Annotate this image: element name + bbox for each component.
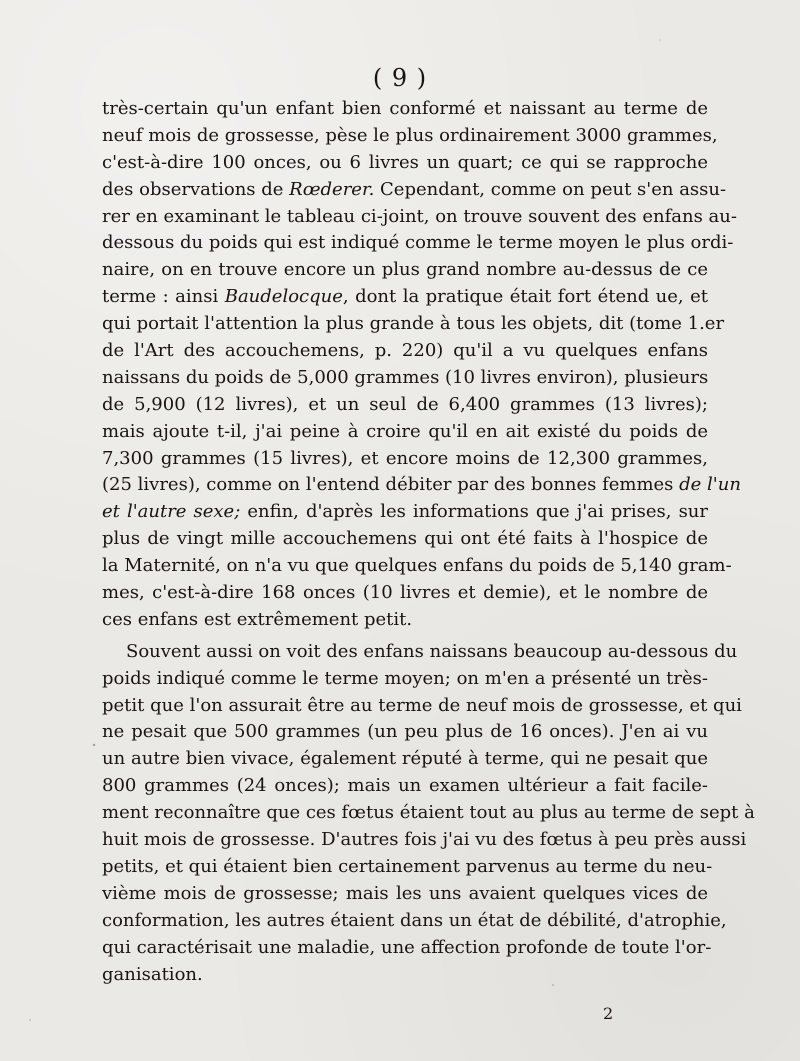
text-segment: (25 livres), comme on l'entend débiter par des bonnes femmes — [102, 474, 680, 496]
text-line: neuf mois de grossesse, pèse le plus ordinairement 3000 grammes, — [102, 124, 718, 146]
text-segment: des observations de — [102, 178, 290, 200]
text-line: ces enfans est extrêmement petit. — [102, 608, 413, 630]
author-name-baudelocque: Baudelocque — [224, 286, 343, 308]
paragraph-2 — [102, 639, 755, 989]
text-line: 800 grammes (24 onces); mais un examen ultérieur a fait facile- — [102, 775, 708, 797]
text-line: très-certain qu'un enfant bien conformé et naissant au terme de — [102, 98, 708, 119]
text-line: c'est-à-dire 100 onces, ou 6 livres un quart; ce qui se rapproche — [102, 151, 708, 173]
text-line — [102, 284, 708, 311]
text-segment: enfin, d'après les informations que j'ai prises, sur — [240, 501, 708, 523]
text-segment: terme : ainsi — [102, 286, 225, 308]
text-line: de 5,900 (12 livres), et un seul de 6,400 grammes (13 livres); — [102, 393, 708, 415]
text-line: plus de vingt mille accouchemens qui ont été faits à l'hospice de — [102, 528, 708, 550]
text-line — [102, 472, 741, 499]
text-line: de l'Art des accouchemens, p. 220) qu'il a vu quelques enfans — [102, 340, 708, 362]
author-name-roederer: Rœderer. — [289, 178, 375, 200]
text-line: dessous du poids qui est indiqué comme le terme moyen le plus ordi- — [102, 232, 734, 254]
text-line: naire, on en trouve encore un plus grand nombre au-dessus de ce — [102, 259, 708, 281]
paragraph-1 — [102, 96, 741, 634]
signature-mark: 2 — [603, 1004, 614, 1023]
text-segment: , dont la pratique était fort étend ue, et — [342, 286, 708, 308]
text-line: naissans du poids de 5,000 grammes (10 livres environ), plusieurs — [102, 366, 709, 388]
text-line: rer en examinant le tableau ci-joint, on trouve souvent des enfans au- — [102, 205, 737, 227]
italic-phrase: de l'un — [679, 474, 741, 496]
text-line: poids indiqué comme le terme moyen; on m'en a présenté un très- — [102, 667, 708, 689]
text-line — [102, 499, 708, 526]
text-line: qui caractérisait une maladie, une affection profonde de toute l'or- — [102, 936, 712, 958]
text-line: petits, et qui étaient bien certainement parvenus au terme du neu- — [102, 855, 713, 877]
text-line — [102, 177, 727, 204]
text-line: ment reconnaître que ces fœtus étaient tout au plus au terme de sept à — [102, 802, 755, 824]
text-line: conformation, les autres étaient dans un état de débilité, d'atrophie, — [102, 909, 727, 931]
text-line: petit que l'on assurait être au terme de neuf mois de grossesse, et qui — [102, 694, 742, 716]
text-line: vième mois de grossesse; mais les uns avaient quelques vices de — [102, 882, 708, 904]
text-line: Souvent aussi on voit des enfans naissans beaucoup au-dessous du — [126, 640, 738, 662]
text-line: ganisation. — [102, 963, 203, 985]
text-line: mes, c'est-à-dire 168 onces (10 livres et demie), et le nombre de — [102, 582, 708, 604]
page-number: ( 9 ) — [372, 64, 428, 92]
body-text — [102, 96, 755, 988]
text-line: huit mois de grossesse. D'autres fois j'ai vu des fœtus à peu près aussi — [102, 829, 747, 851]
text-line: un autre bien vivace, également réputé à terme, qui ne pesait que — [102, 748, 708, 770]
text-line: 7,300 grammes (15 livres), et encore moins de 12,300 grammes, — [102, 447, 708, 469]
italic-phrase: et l'autre sexe; — [102, 501, 241, 523]
text-segment: Cependant, comme on peut s'en assu- — [374, 178, 727, 200]
text-line: qui portait l'attention la plus grande à tous les objets, dit (tome 1.er — [102, 313, 725, 335]
text-line: ne pesait que 500 grammes (un peu plus de 16 onces). J'en ai vu — [102, 721, 708, 743]
text-line: la Maternité, on n'a vu que quelques enfans du poids de 5,140 gram- — [102, 555, 732, 577]
text-line: mais ajoute t-il, j'ai peine à croire qu'il en ait existé du poids de — [102, 420, 708, 442]
